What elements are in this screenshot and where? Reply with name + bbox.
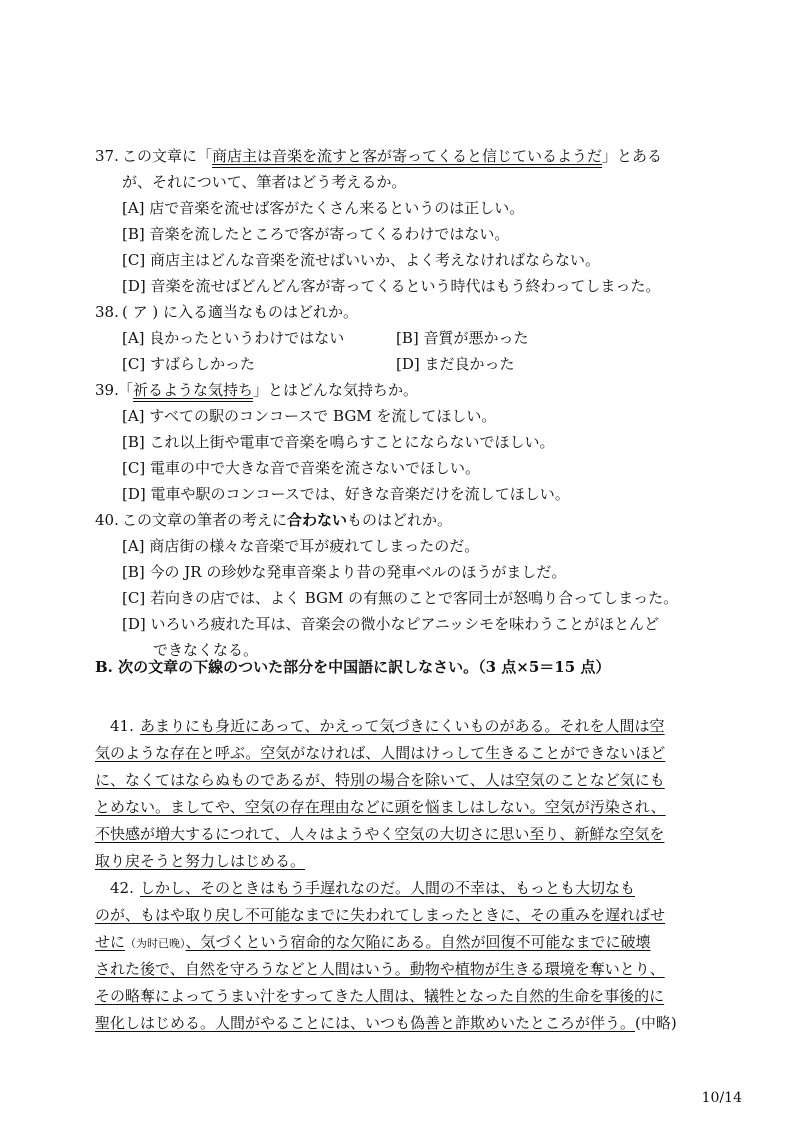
question-39-number: 39. (95, 381, 119, 399)
q40-option-c: [C] 若向きの店では、よく BGM の有無のことで客同士が怒鳴り合ってしまった。 (122, 589, 679, 607)
q38-option-d: [D] まだ良かった (396, 355, 515, 373)
q37-post: 」とある (602, 147, 663, 165)
q40-option-d-cont: できなくなる。 (153, 641, 259, 659)
p41-line-6: 取り戻そうと努力しはじめる。 (95, 852, 306, 870)
question-40-stem (122, 510, 452, 530)
q37-pre: この文章に「 (122, 147, 213, 165)
q37-option-b: [B] 音楽を流したところで客が寄ってくるわけではない。 (122, 225, 510, 243)
p41-line-2: 気のような存在と呼ぶ。空気がなければ、人間はけっして生きることができないほど (95, 744, 666, 762)
p42-line-3 (95, 932, 651, 954)
p42-line-2: のが、もはや取り戻し不可能なまでに失われてしまったときに、その重みを遅ればせ (95, 906, 666, 924)
q39-option-a: [A] すべての駅のコンコースで BGM を流してほしい。 (122, 407, 497, 425)
section-b-heading: B. 次の文章の下線のついた部分を中国語に訳しなさい。（3 点×5＝15 点） (95, 658, 611, 676)
q39-post: 」とはどんな気持ちか。 (253, 381, 419, 399)
q38-option-a: [A] 良かったというわけではない (122, 329, 345, 347)
passage-41-number: 41. (110, 717, 134, 735)
q37-option-d: [D] 音楽を流せばどんどん客が寄ってくるという時代はもう終わってしまった。 (122, 277, 661, 295)
p42-line-3a: せに (95, 933, 126, 951)
q37-option-c: [C] 商店主はどんな音楽を流せばいいか、よく考えなければならない。 (122, 251, 600, 269)
q40-option-b: [B] 今の JR の珍妙な発車音楽より昔の発車ベルのほうがましだ。 (122, 563, 567, 581)
q38-option-b: [B] 音質が悪かった (396, 329, 529, 347)
question-38-number: 38. (95, 303, 119, 321)
question-37-stem-cont: が、それについて、筆者はどう考えるか。 (122, 173, 407, 191)
p42-end-note: (中略) (635, 1014, 677, 1032)
question-37-number: 37. (95, 147, 119, 165)
q40-option-a: [A] 商店街の様々な音楽で耳が疲れてしまったのだ。 (122, 537, 480, 555)
p41-line-1: あまりにも身近にあって、かえって気づきにくいものがある。それを人間は空 (140, 717, 665, 735)
p41-line-4: とめない。ましてや、空気の存在理由などに頭を悩ましはしない。空気が汚染され、 (95, 798, 666, 816)
q40-option-d: [D] いろいろ疲れた耳は、音楽会の微小なピアニッシモを味わうことがほとんど (122, 615, 660, 633)
p41-line-3: に、なくてはならぬものであるが、特別の場合を除いて、人は空気のことなど気にも (95, 771, 665, 789)
q40-bold: 合わない (287, 511, 348, 529)
q39-option-d: [D] 電車や駅のコンコースでは、好きな音楽だけを流してほしい。 (122, 485, 570, 503)
q37-quote: 商店主は音楽を流すと客が寄ってくると信じているようだ (212, 147, 603, 165)
q39-option-b: [B] これ以上街や電車で音楽を鳴らすことにならないでほしい。 (122, 433, 555, 451)
q39-option-c: [C] 電車の中で大きな音で音楽を流さないでほしい。 (122, 459, 480, 477)
p42-line-6 (95, 1013, 677, 1033)
q39-quote: 祈るような気持ち (133, 381, 254, 399)
q38-option-c: [C] すばらしかった (122, 355, 255, 373)
p42-line-4: された後で、自然を守ろうなどと人間はいう。動物や植物が生きる環境を奪いとり、 (95, 960, 665, 978)
question-39-stem (118, 380, 418, 400)
p42-note: （为时已晚） (125, 937, 186, 950)
p41-line-5: 不快感が増大するにつれて、人々はようやく空気の大切さに思い至り、新鮮な空気を (95, 825, 665, 843)
p42-line-6-text: 聖化しはじめる。人間がやることには、いつも偽善と詐欺めいたところが伴う。 (95, 1014, 636, 1032)
q37-option-a: [A] 店で音楽を流せば客がたくさん来るというのは正しい。 (122, 199, 525, 217)
question-38-stem: ( ア ) に入る適当なものはどれか。 (122, 303, 359, 321)
q39-pre: 「 (118, 381, 134, 399)
q40-post: ものはどれか。 (347, 511, 453, 529)
passage-42-number: 42. (110, 879, 134, 897)
p42-line-3b: 、気づくという宿命的な欠陥にある。自然が回復不可能なまでに破壊 (185, 933, 651, 951)
p42-line-5: その略奪によってうまい汁をすってきた人間は、犠牲となった自然的生命を事後的に (95, 987, 665, 1005)
p42-line-1: しかし、そのときはもう手遅れなのだ。人間の不幸は、もっとも大切なも (140, 879, 636, 897)
question-40-number: 40. (95, 511, 119, 529)
question-37-stem (122, 146, 662, 166)
q40-pre: この文章の筆者の考えに (122, 511, 288, 529)
page-number: 10/14 (701, 1090, 742, 1106)
